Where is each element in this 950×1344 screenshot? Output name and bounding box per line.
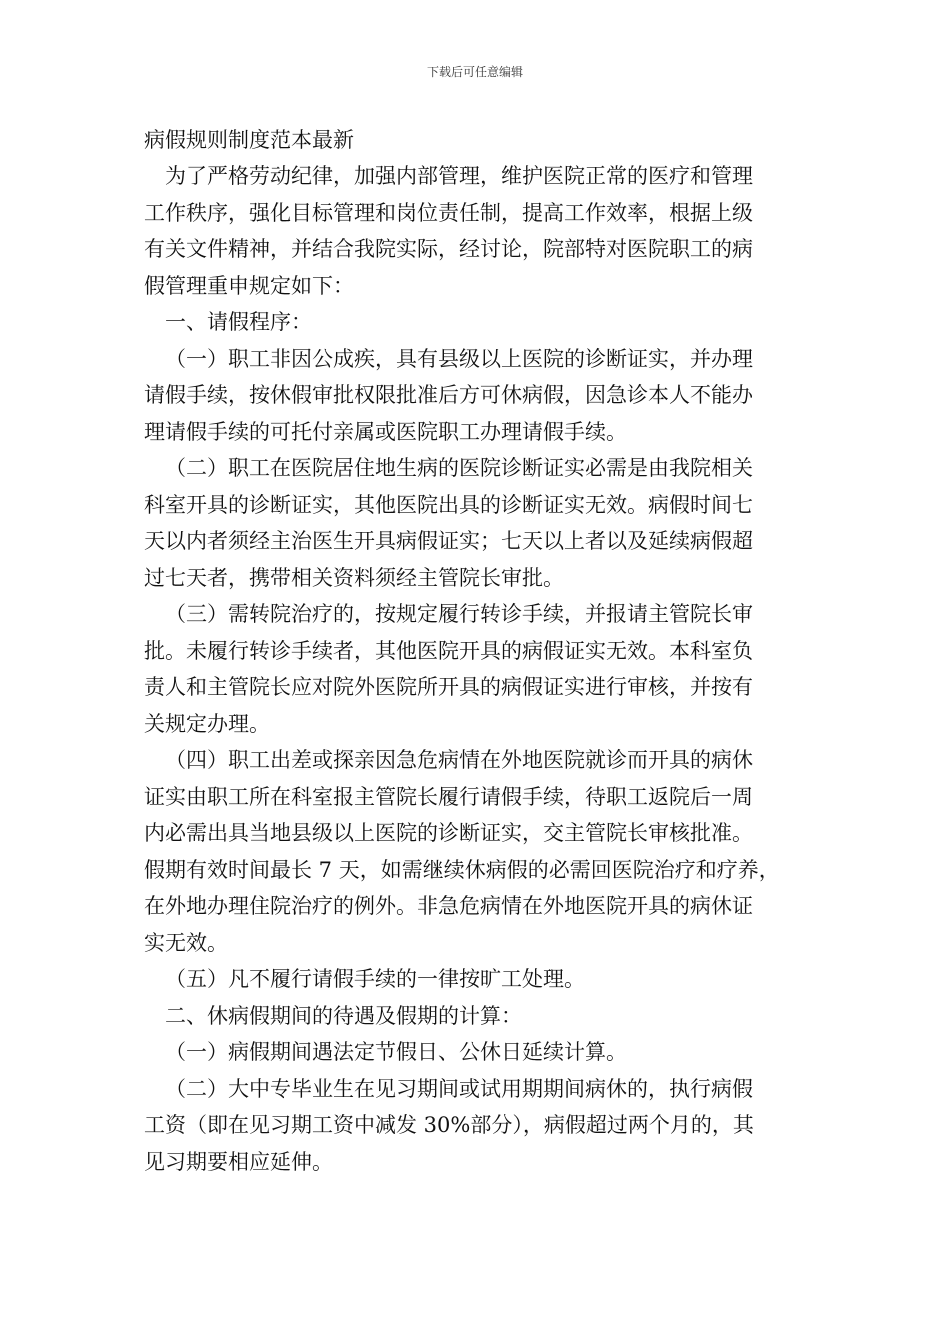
paragraph-line: （五）凡不履行请假手续的一律按旷工处理。 (165, 967, 585, 991)
document-body (144, 122, 816, 1180)
paragraph-line: 有关文件精神，并结合我院实际，经讨论，院部特对医院职工的病 (144, 237, 753, 261)
page-header: 下载后可任意编辑 (426, 65, 523, 79)
paragraph-line: （四）职工出差或探亲因急危病情在外地医院就诊而开具的病休 (165, 748, 753, 772)
paragraph-line: （一）病假期间遇法定节假日、公休日延续计算。 (165, 1040, 627, 1064)
paragraph-line: 证实由职工所在科室报主管院长履行请假手续，待职工返院后一周 (144, 784, 753, 809)
paragraph-line: 责人和主管院长应对院外医院所开具的病假证实进行审核，并按有 (144, 675, 753, 699)
section-heading: 一、请假程序： (165, 310, 312, 334)
paragraph-line: 内必需出具当地县级以上医院的诊断证实，交主管院长审核批准。 (144, 821, 753, 845)
paragraph-line: 过七天者，携带相关资料须经主管院长审批。 (144, 565, 564, 590)
paragraph-line: 为了严格劳动纪律，加强内部管理，维护医院正常的医疗和管理 (165, 164, 753, 188)
paragraph-line: 天以内者须经主治医生开具病假证实；七天以上者以及延续病假超 (144, 529, 753, 553)
paragraph-line: 假期有效时间最长 7 天，如需继续休病假的必需回医院治疗和疗养， (144, 857, 780, 882)
paragraph-line: （二）大中专毕业生在见习期间或试用期期间病休的，执行病假 (165, 1076, 753, 1101)
paragraph-line: 假管理重申规定如下： (144, 273, 354, 298)
section-heading: 二、休病假期间的待遇及假期的计算： (165, 1003, 522, 1028)
paragraph-line: 科室开具的诊断证实，其他医院出具的诊断证实无效。病假时间七 (144, 492, 753, 517)
paragraph-line: 请假手续，按休假审批权限批准后方可休病假，因急诊本人不能办 (144, 383, 753, 407)
document-title: 病假规则制度范本最新 (144, 128, 354, 152)
paragraph-line: 关规定办理。 (144, 711, 270, 736)
paragraph-line: （三）需转院治疗的，按规定履行转诊手续，并报请主管院长审 (165, 602, 753, 626)
paragraph-line: 在外地办理住院治疗的例外。非急危病情在外地医院开具的病休证 (144, 894, 753, 918)
paragraph-line: 理请假手续的可托付亲属或医院职工办理请假手续。 (144, 419, 627, 444)
paragraph-line: 见习期要相应延伸。 (144, 1149, 333, 1174)
paragraph-line: 工作秩序，强化目标管理和岗位责任制，提高工作效率，根据上级 (144, 200, 753, 225)
paragraph-line: 实无效。 (144, 930, 228, 955)
paragraph-line: 批。未履行转诊手续者，其他医院开具的病假证实无效。本科室负 (144, 638, 753, 663)
paragraph-line: （一）职工非因公成疾，具有县级以上医院的诊断证实，并办理 (165, 346, 753, 371)
paragraph-line: 工资（即在见习期工资中减发 30%部分），病假超过两个月的，其 (144, 1113, 754, 1137)
paragraph-line: （二）职工在医院居住地生病的医院诊断证实必需是由我院相关 (165, 456, 753, 480)
